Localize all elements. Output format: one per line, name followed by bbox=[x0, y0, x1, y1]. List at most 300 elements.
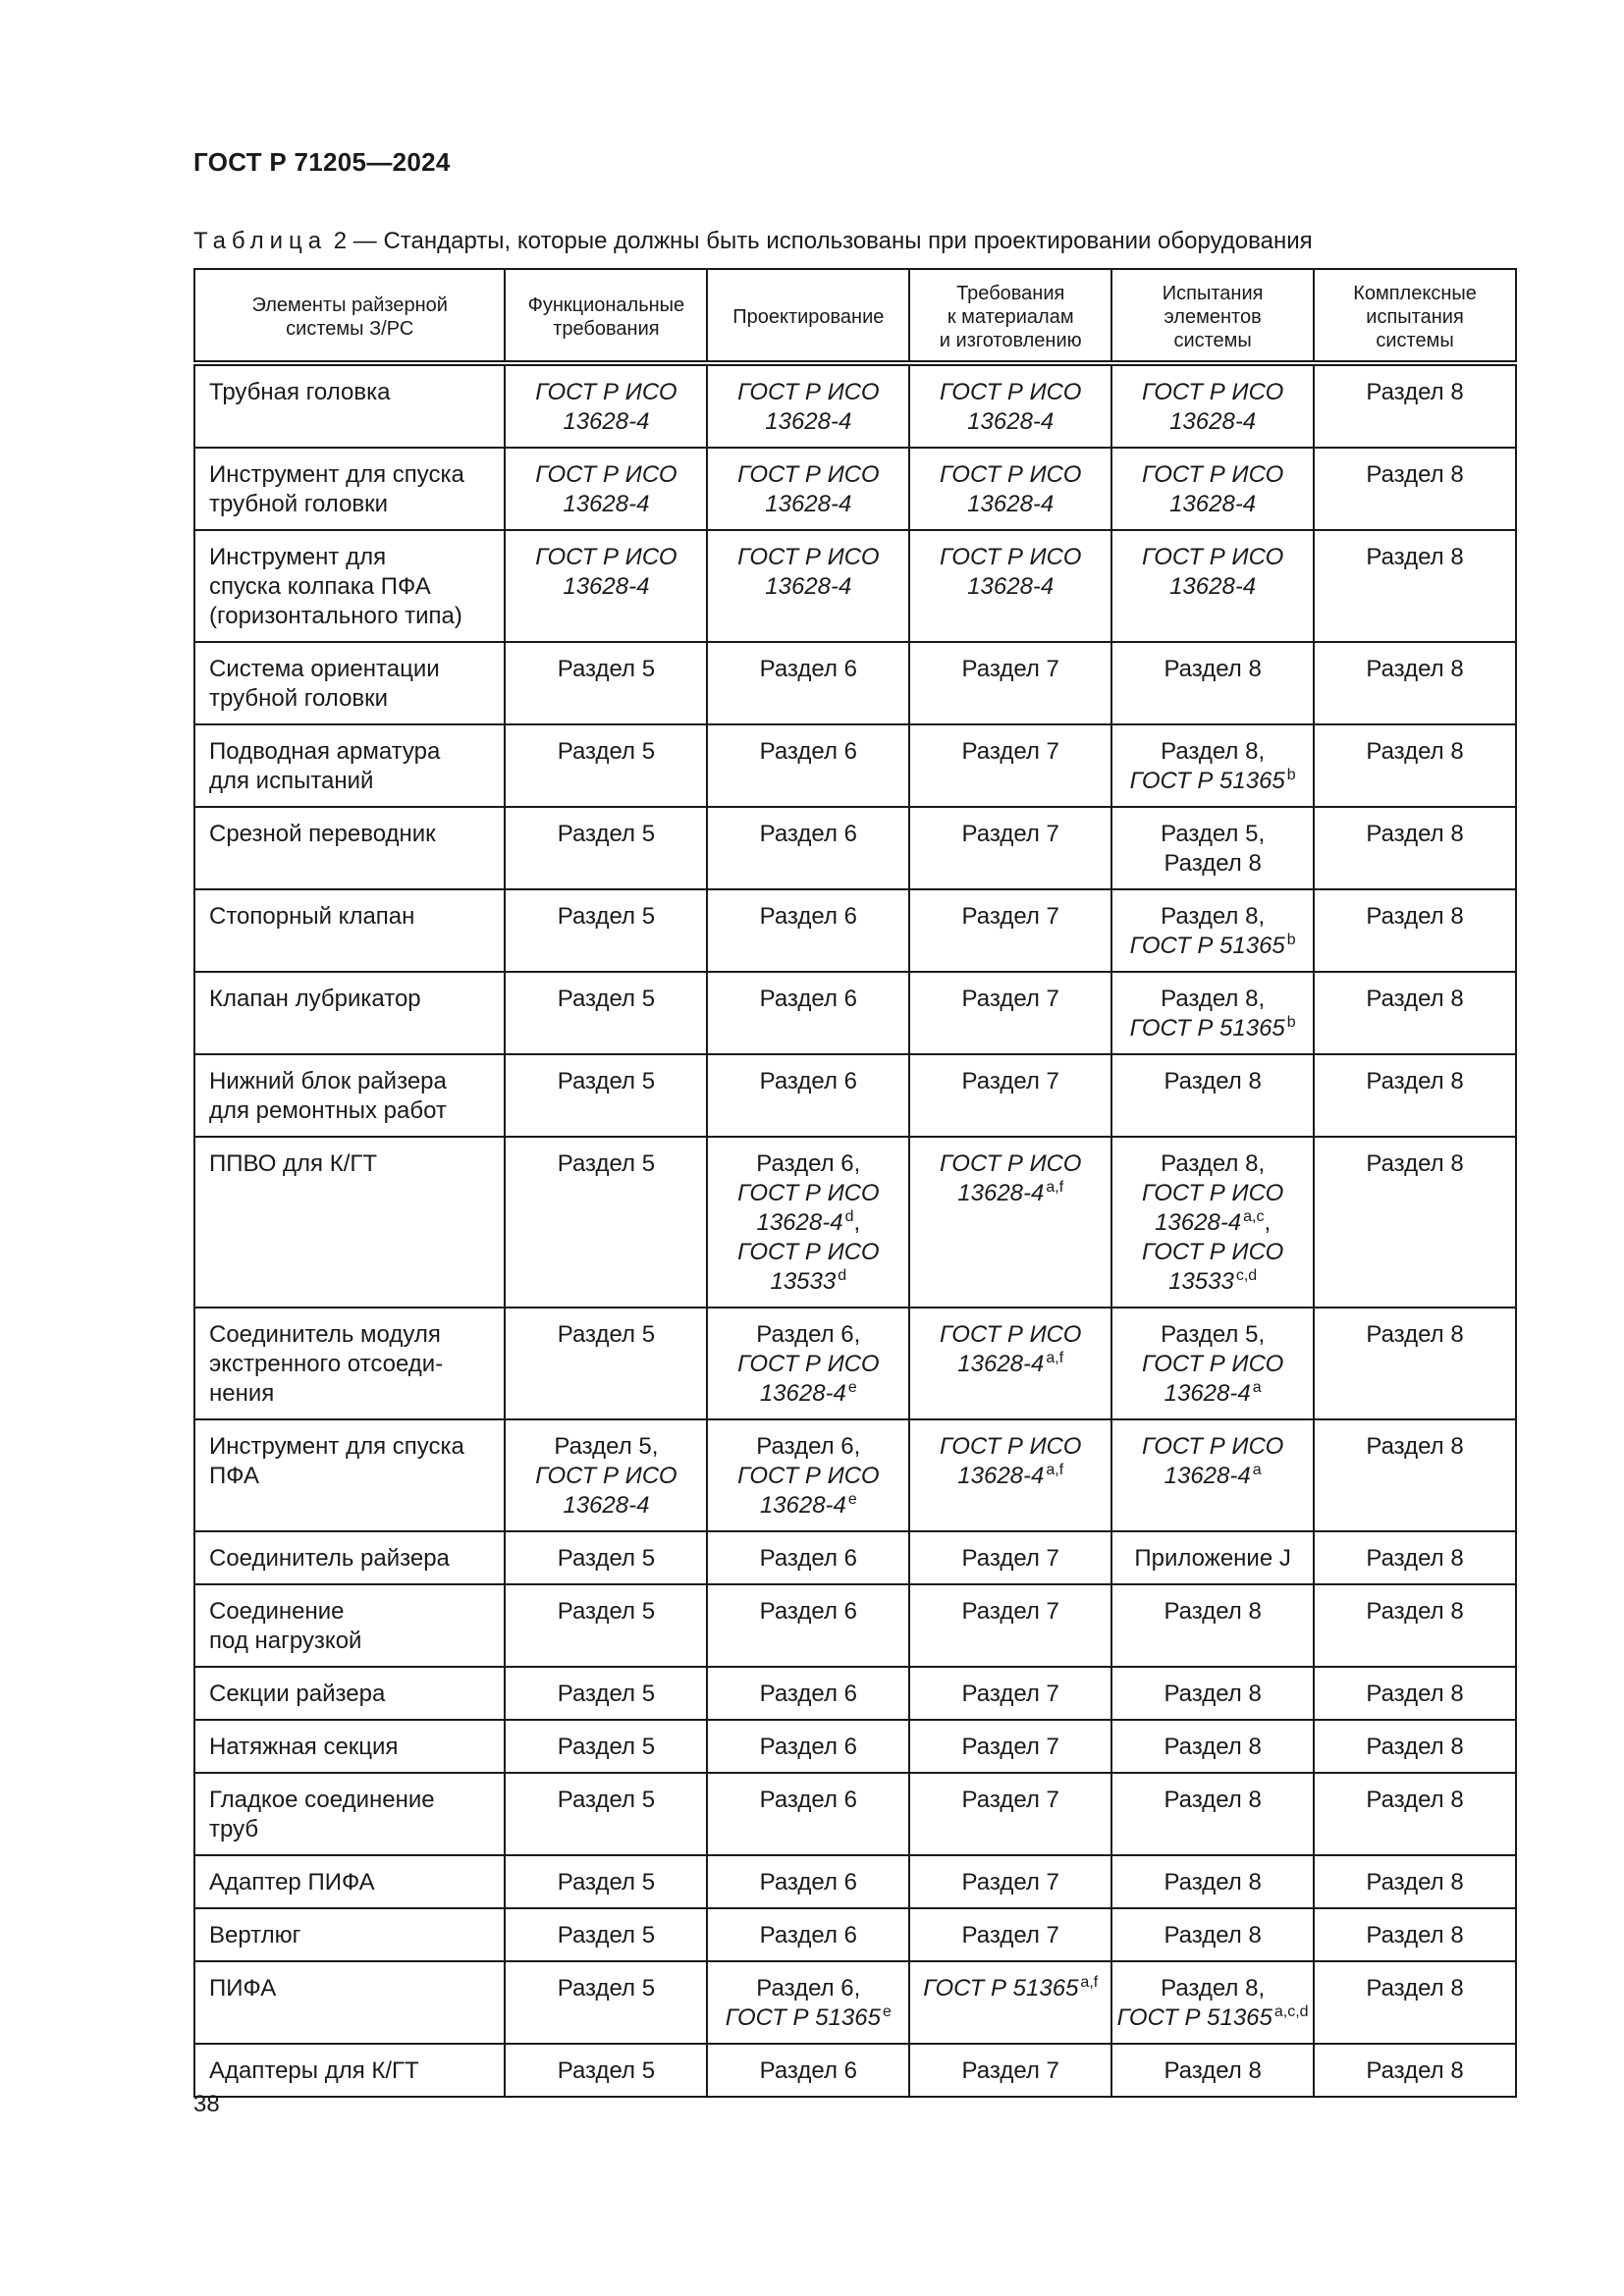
col-materials-cell bbox=[909, 1531, 1111, 1584]
cell-line bbox=[510, 1921, 702, 1950]
cell-line bbox=[914, 490, 1107, 519]
table-caption bbox=[193, 228, 1313, 255]
cell-line bbox=[510, 490, 702, 519]
cell-line bbox=[1116, 820, 1309, 849]
table-row bbox=[194, 1308, 1516, 1419]
col-materials-cell bbox=[909, 1773, 1111, 1855]
cell-line bbox=[914, 1921, 1107, 1950]
cell-line bbox=[510, 543, 702, 572]
col-functional-cell bbox=[505, 642, 707, 724]
cell-text: Раздел 6 bbox=[759, 1922, 857, 1949]
cell-line bbox=[1116, 1974, 1309, 2003]
cell-line bbox=[1116, 1238, 1309, 1267]
cell-text: ГОСТ Р ИСО bbox=[535, 544, 677, 570]
column-header-line: Проектирование bbox=[732, 306, 885, 328]
cell-text: Раздел 7 bbox=[961, 1545, 1059, 1572]
cell-line bbox=[712, 543, 904, 572]
cell-line bbox=[1116, 1179, 1309, 1208]
element-name-line: для ремонтных работ bbox=[209, 1097, 447, 1124]
col-design-cell bbox=[707, 2044, 909, 2097]
cell-text: Раздел 7 bbox=[961, 2057, 1059, 2084]
element-name-line: экстренного отсоеди- bbox=[209, 1351, 444, 1377]
col-element-tests-cell bbox=[1111, 448, 1314, 530]
element-name-cell bbox=[194, 363, 505, 448]
cell-line bbox=[1116, 407, 1309, 437]
cell-text: Раздел 8 bbox=[1164, 656, 1262, 682]
footnote-marker: d bbox=[838, 1267, 847, 1284]
cell-text: ГОСТ Р ИСО bbox=[535, 1463, 677, 1489]
cell-line bbox=[712, 1974, 904, 2003]
column-header-line: системы bbox=[1173, 330, 1252, 351]
cell-text: 13628-4 bbox=[1169, 408, 1257, 435]
col-design-cell bbox=[707, 642, 909, 724]
cell-line bbox=[914, 378, 1107, 407]
cell-line bbox=[1116, 737, 1309, 767]
cell-line bbox=[1116, 1462, 1309, 1491]
element-name-line: трубной головки bbox=[209, 685, 389, 712]
cell-line bbox=[510, 1432, 702, 1462]
column-header-line: Испытания bbox=[1162, 283, 1264, 304]
cell-text: Раздел 8 bbox=[1366, 1787, 1464, 1813]
col-materials-cell bbox=[909, 807, 1111, 889]
cell-line bbox=[1116, 1868, 1309, 1897]
cell-line bbox=[1319, 1320, 1511, 1350]
cell-text: Раздел 8 bbox=[1366, 738, 1464, 765]
cell-text: ГОСТ Р 51365 bbox=[1129, 768, 1285, 794]
cell-line bbox=[914, 1432, 1107, 1462]
footnote-marker: a,c bbox=[1243, 1208, 1265, 1225]
table-row bbox=[194, 807, 1516, 889]
col-functional-cell bbox=[505, 972, 707, 1054]
cell-text: Раздел 8 bbox=[1366, 986, 1464, 1012]
col-system-tests-cell bbox=[1314, 530, 1516, 642]
cell-line bbox=[914, 2056, 1107, 2086]
col-element-tests-cell bbox=[1111, 1773, 1314, 1855]
col-functional-cell bbox=[505, 1584, 707, 1667]
cell-line bbox=[1116, 378, 1309, 407]
col-system-tests-cell bbox=[1314, 972, 1516, 1054]
col-system-tests-cell bbox=[1314, 807, 1516, 889]
col-element-tests-cell bbox=[1111, 1584, 1314, 1667]
element-name-line: нения bbox=[209, 1380, 275, 1407]
cell-line bbox=[1116, 1680, 1309, 1709]
column-header-line: испытания bbox=[1366, 306, 1464, 328]
col-system-tests-cell bbox=[1314, 1855, 1516, 1908]
cell-line bbox=[712, 1680, 904, 1709]
cell-line bbox=[510, 1491, 702, 1521]
element-name-cell bbox=[194, 972, 505, 1054]
cell-text: Раздел 7 bbox=[961, 1787, 1059, 1813]
cell-text: Раздел 8 bbox=[1366, 1681, 1464, 1707]
cell-line bbox=[712, 460, 904, 490]
column-header-line: к материалам bbox=[947, 306, 1074, 328]
cell-line bbox=[914, 1320, 1107, 1350]
cell-line bbox=[1319, 1921, 1511, 1950]
cell-text: Раздел 8 bbox=[1366, 461, 1464, 488]
element-name-cell bbox=[194, 724, 505, 807]
cell-text: Раздел 8, bbox=[1161, 903, 1266, 930]
table-row bbox=[194, 530, 1516, 642]
cell-text: Раздел 7 bbox=[961, 656, 1059, 682]
cell-line bbox=[914, 1462, 1107, 1491]
element-name-line: ПИФА bbox=[209, 1975, 277, 2002]
col-design-cell bbox=[707, 1720, 909, 1773]
cell-line bbox=[1116, 902, 1309, 932]
cell-text: Раздел 6 bbox=[759, 1734, 857, 1760]
col-element-tests-cell bbox=[1111, 530, 1314, 642]
cell-text: Раздел 7 bbox=[961, 1869, 1059, 1896]
cell-text: Раздел 5 bbox=[557, 1734, 656, 1760]
cell-line bbox=[914, 1680, 1107, 1709]
cell-text: ГОСТ Р 51365 bbox=[1129, 933, 1285, 959]
footnote-marker: b bbox=[1286, 932, 1296, 948]
cell-line bbox=[510, 407, 702, 437]
cell-text: Раздел 8, bbox=[1161, 986, 1266, 1012]
cell-line bbox=[510, 1680, 702, 1709]
cell-line bbox=[1319, 1067, 1511, 1096]
cell-text: Раздел 8 bbox=[1366, 1869, 1464, 1896]
cell-line bbox=[510, 985, 702, 1014]
cell-line bbox=[1116, 1733, 1309, 1762]
cell-text: ГОСТ Р ИСО bbox=[737, 1463, 880, 1489]
col-design-cell bbox=[707, 1054, 909, 1137]
cell-text: Раздел 8 bbox=[1366, 1433, 1464, 1460]
col-materials-cell bbox=[909, 1855, 1111, 1908]
element-name-line: Секции райзера bbox=[209, 1681, 386, 1707]
cell-line bbox=[510, 1067, 702, 1096]
element-name-line: спуска колпака ПФА bbox=[209, 573, 431, 600]
cell-line bbox=[510, 1544, 702, 1574]
column-header-line: Комплексные bbox=[1353, 283, 1477, 304]
cell-line bbox=[712, 2056, 904, 2086]
cell-text: Раздел 6, bbox=[756, 1321, 861, 1348]
column-header bbox=[707, 269, 909, 363]
element-name-line: Вертлюг bbox=[209, 1922, 301, 1949]
element-name-cell bbox=[194, 1531, 505, 1584]
cell-line bbox=[712, 1179, 904, 1208]
cell-text: Раздел 5 bbox=[557, 1869, 656, 1896]
table-header-row bbox=[194, 269, 1516, 363]
cell-text: Раздел 7 bbox=[961, 1922, 1059, 1949]
column-header bbox=[909, 269, 1111, 363]
cell-text: Раздел 5 bbox=[557, 738, 656, 765]
col-system-tests-cell bbox=[1314, 1584, 1516, 1667]
footnote-marker: e bbox=[882, 2003, 892, 2020]
cell-text: ГОСТ Р ИСО bbox=[737, 379, 880, 405]
column-header bbox=[194, 269, 505, 363]
col-design-cell bbox=[707, 1667, 909, 1720]
cell-line bbox=[914, 985, 1107, 1014]
cell-line bbox=[1319, 985, 1511, 1014]
cell-text: Приложение J bbox=[1134, 1545, 1291, 1572]
cell-line bbox=[510, 378, 702, 407]
cell-text: Раздел 7 bbox=[961, 1068, 1059, 1095]
element-name-cell bbox=[194, 889, 505, 972]
cell-line bbox=[1116, 1320, 1309, 1350]
cell-line bbox=[712, 1350, 904, 1379]
cell-text: 13628-4 bbox=[967, 408, 1055, 435]
element-name-line: Адаптеры для К/ГТ bbox=[209, 2057, 419, 2084]
cell-text: 13628-4 bbox=[967, 573, 1055, 600]
cell-text: ГОСТ Р ИСО bbox=[940, 1433, 1082, 1460]
col-system-tests-cell bbox=[1314, 1773, 1516, 1855]
col-functional-cell bbox=[505, 1308, 707, 1419]
table-row bbox=[194, 724, 1516, 807]
element-name-cell bbox=[194, 530, 505, 642]
col-system-tests-cell bbox=[1314, 363, 1516, 448]
cell-text: ГОСТ Р ИСО bbox=[940, 544, 1082, 570]
cell-text: Раздел 5 bbox=[557, 903, 656, 930]
cell-text: Раздел 6 bbox=[759, 656, 857, 682]
cell-text: Раздел 5 bbox=[557, 821, 656, 847]
col-materials-cell bbox=[909, 1308, 1111, 1419]
element-name-line: трубной головки bbox=[209, 491, 389, 517]
cell-text: ГОСТ Р ИСО bbox=[535, 461, 677, 488]
col-element-tests-cell bbox=[1111, 2044, 1314, 2097]
cell-line bbox=[914, 1786, 1107, 1815]
element-name-line: (горизонтального типа) bbox=[209, 603, 462, 629]
footnote-marker: d bbox=[844, 1208, 854, 1225]
col-materials-cell bbox=[909, 1720, 1111, 1773]
cell-line bbox=[712, 407, 904, 437]
col-element-tests-cell bbox=[1111, 1961, 1314, 2044]
cell-text: Раздел 8, bbox=[1161, 1975, 1266, 2002]
cell-text: 13628-4 bbox=[957, 1180, 1045, 1206]
element-name-cell bbox=[194, 2044, 505, 2097]
cell-text: 13628-4 bbox=[957, 1351, 1045, 1377]
col-functional-cell bbox=[505, 2044, 707, 2097]
cell-line bbox=[510, 1974, 702, 2003]
table-body bbox=[194, 363, 1516, 2097]
cell-text: Раздел 6 bbox=[759, 1869, 857, 1896]
cell-text: Раздел 6, bbox=[756, 1150, 861, 1177]
cell-text: ГОСТ Р ИСО bbox=[940, 379, 1082, 405]
col-materials-cell bbox=[909, 2044, 1111, 2097]
cell-text: Раздел 8 bbox=[1366, 1150, 1464, 1177]
cell-line bbox=[712, 1238, 904, 1267]
cell-text: Раздел 8 bbox=[1164, 1787, 1262, 1813]
cell-line bbox=[914, 655, 1107, 684]
cell-text: 13628-4 bbox=[563, 491, 650, 517]
element-name-cell bbox=[194, 1419, 505, 1531]
element-name-line: Натяжная секция bbox=[209, 1734, 399, 1760]
element-name-cell bbox=[194, 1908, 505, 1961]
col-element-tests-cell bbox=[1111, 1308, 1314, 1419]
element-name-cell bbox=[194, 1961, 505, 2044]
cell-text: Раздел 5 bbox=[557, 1321, 656, 1348]
col-design-cell bbox=[707, 1137, 909, 1308]
cell-text: Раздел 8 bbox=[1366, 1068, 1464, 1095]
cell-line bbox=[712, 1544, 904, 1574]
element-name-line: Срезной переводник bbox=[209, 821, 436, 847]
cell-text: 13628-4 bbox=[759, 1380, 846, 1407]
cell-line bbox=[1319, 902, 1511, 932]
cell-text: Раздел 5 bbox=[557, 1545, 656, 1572]
cell-text: Раздел 5 bbox=[557, 1922, 656, 1949]
col-element-tests-cell bbox=[1111, 1855, 1314, 1908]
cell-line bbox=[1319, 820, 1511, 849]
table-row bbox=[194, 1773, 1516, 1855]
col-design-cell bbox=[707, 1531, 909, 1584]
col-element-tests-cell bbox=[1111, 363, 1314, 448]
col-element-tests-cell bbox=[1111, 889, 1314, 972]
cell-line bbox=[1116, 1379, 1309, 1409]
col-materials-cell bbox=[909, 1667, 1111, 1720]
cell-line bbox=[1116, 543, 1309, 572]
element-name-line: Система ориентации bbox=[209, 656, 440, 682]
col-materials-cell bbox=[909, 972, 1111, 1054]
table-row bbox=[194, 448, 1516, 530]
cell-text: Раздел 8 bbox=[1164, 1068, 1262, 1095]
cell-line bbox=[510, 1868, 702, 1897]
col-design-cell bbox=[707, 1584, 909, 1667]
cell-text: 13628-4 bbox=[563, 573, 650, 600]
element-name-cell bbox=[194, 1054, 505, 1137]
cell-text: Раздел 8 bbox=[1164, 1734, 1262, 1760]
col-materials-cell bbox=[909, 363, 1111, 448]
element-name-line: ПФА bbox=[209, 1463, 259, 1489]
table-row bbox=[194, 2044, 1516, 2097]
element-name-cell bbox=[194, 1667, 505, 1720]
element-name-line: Соединитель модуля bbox=[209, 1321, 441, 1348]
cell-text: ГОСТ Р ИСО bbox=[737, 1239, 880, 1265]
col-functional-cell bbox=[505, 448, 707, 530]
col-functional-cell bbox=[505, 1855, 707, 1908]
cell-line bbox=[1319, 1680, 1511, 1709]
cell-text: 13628-4 bbox=[957, 1463, 1045, 1489]
element-name-cell bbox=[194, 642, 505, 724]
cell-line bbox=[1116, 2003, 1309, 2033]
col-design-cell bbox=[707, 1308, 909, 1419]
cell-text: Раздел 5 bbox=[557, 1787, 656, 1813]
cell-text: Раздел 8 bbox=[1366, 1598, 1464, 1625]
table-row bbox=[194, 1419, 1516, 1531]
cell-text: 13628-4 bbox=[1164, 1380, 1251, 1407]
cell-line bbox=[1319, 378, 1511, 407]
cell-text: ГОСТ Р 51365 bbox=[1129, 1015, 1285, 1041]
col-materials-cell bbox=[909, 448, 1111, 530]
cell-text: Раздел 5 bbox=[557, 1150, 656, 1177]
cell-line bbox=[510, 902, 702, 932]
col-element-tests-cell bbox=[1111, 642, 1314, 724]
col-element-tests-cell bbox=[1111, 1720, 1314, 1773]
col-element-tests-cell bbox=[1111, 1054, 1314, 1137]
cell-line bbox=[712, 1921, 904, 1950]
cell-line bbox=[712, 2003, 904, 2033]
cell-line bbox=[510, 1149, 702, 1179]
col-system-tests-cell bbox=[1314, 448, 1516, 530]
cell-text: ГОСТ Р 51365 bbox=[725, 2004, 881, 2031]
cell-line bbox=[1116, 767, 1309, 796]
document-header: ГОСТ Р 71205—2024 bbox=[193, 147, 451, 177]
element-name-line: Инструмент для bbox=[209, 544, 387, 570]
cell-text: Раздел 8 bbox=[1366, 1545, 1464, 1572]
cell-text: Раздел 8 bbox=[1164, 1922, 1262, 1949]
col-materials-cell bbox=[909, 642, 1111, 724]
cell-text: Раздел 8 bbox=[1366, 903, 1464, 930]
col-design-cell bbox=[707, 889, 909, 972]
col-functional-cell bbox=[505, 1720, 707, 1773]
cell-line bbox=[914, 820, 1107, 849]
cell-line bbox=[712, 1733, 904, 1762]
col-design-cell bbox=[707, 972, 909, 1054]
cell-text: Раздел 8 bbox=[1366, 1975, 1464, 2002]
cell-text: Раздел 7 bbox=[961, 821, 1059, 847]
cell-text: Раздел 8, bbox=[1161, 1150, 1266, 1177]
cell-text: 13628-4 bbox=[1169, 573, 1257, 600]
cell-line bbox=[712, 1597, 904, 1627]
cell-line bbox=[1319, 1786, 1511, 1815]
cell-line bbox=[1116, 2056, 1309, 2086]
cell-line bbox=[1116, 460, 1309, 490]
cell-line bbox=[1116, 985, 1309, 1014]
cell-text: Раздел 7 bbox=[961, 986, 1059, 1012]
col-element-tests-cell bbox=[1111, 1667, 1314, 1720]
footnote-marker: a,c,d bbox=[1273, 2003, 1309, 2020]
cell-text: Раздел 6 bbox=[759, 1598, 857, 1625]
standards-table bbox=[193, 268, 1517, 2098]
column-header bbox=[1111, 269, 1314, 363]
table-caption-text: 2 — Стандарты, которые должны быть использованы при проектировании оборудования bbox=[327, 228, 1313, 254]
cell-text: Раздел 5 bbox=[557, 986, 656, 1012]
column-header-line: и изготовлению bbox=[939, 330, 1082, 351]
cell-line bbox=[510, 1597, 702, 1627]
cell-line bbox=[914, 460, 1107, 490]
cell-text: 13628-4 bbox=[756, 1209, 843, 1236]
cell-text: Раздел 8 bbox=[1164, 2057, 1262, 2084]
cell-line bbox=[712, 737, 904, 767]
footnote-marker: a bbox=[1252, 1379, 1262, 1396]
table-row bbox=[194, 1667, 1516, 1720]
col-element-tests-cell bbox=[1111, 1419, 1314, 1531]
element-name-cell bbox=[194, 448, 505, 530]
col-materials-cell bbox=[909, 1054, 1111, 1137]
cell-line bbox=[510, 460, 702, 490]
col-element-tests-cell bbox=[1111, 724, 1314, 807]
element-name-line: Клапан лубрикатор bbox=[209, 986, 421, 1012]
cell-line bbox=[510, 1733, 702, 1762]
cell-line bbox=[914, 1179, 1107, 1208]
cell-text: 13628-4 bbox=[759, 1492, 846, 1519]
cell-line bbox=[712, 985, 904, 1014]
cell-text: ГОСТ Р ИСО bbox=[1141, 1351, 1284, 1377]
element-name-line: для испытаний bbox=[209, 768, 374, 794]
cell-text: Раздел 6 bbox=[759, 1545, 857, 1572]
cell-line bbox=[914, 902, 1107, 932]
cell-text: Раздел 8 bbox=[1366, 1321, 1464, 1348]
cell-line bbox=[712, 378, 904, 407]
table-row bbox=[194, 1720, 1516, 1773]
column-header-line: требования bbox=[553, 318, 660, 340]
cell-text: ГОСТ Р ИСО bbox=[535, 379, 677, 405]
cell-line bbox=[712, 1208, 904, 1238]
cell-line bbox=[1116, 1432, 1309, 1462]
cell-text: 13628-4 bbox=[1169, 491, 1257, 517]
col-materials-cell bbox=[909, 530, 1111, 642]
col-element-tests-cell bbox=[1111, 1908, 1314, 1961]
cell-text: ГОСТ Р 51365 bbox=[1116, 2004, 1272, 2031]
cell-text: Раздел 6 bbox=[759, 738, 857, 765]
table-row bbox=[194, 972, 1516, 1054]
element-name-line: Трубная головка bbox=[209, 379, 391, 405]
col-design-cell bbox=[707, 1961, 909, 2044]
cell-text: ГОСТ Р ИСО bbox=[737, 461, 880, 488]
cell-text: 13533 bbox=[1168, 1268, 1234, 1295]
table-row bbox=[194, 889, 1516, 972]
cell-line bbox=[1319, 1149, 1511, 1179]
col-materials-cell bbox=[909, 1908, 1111, 1961]
footnote-marker: c,d bbox=[1235, 1267, 1258, 1284]
